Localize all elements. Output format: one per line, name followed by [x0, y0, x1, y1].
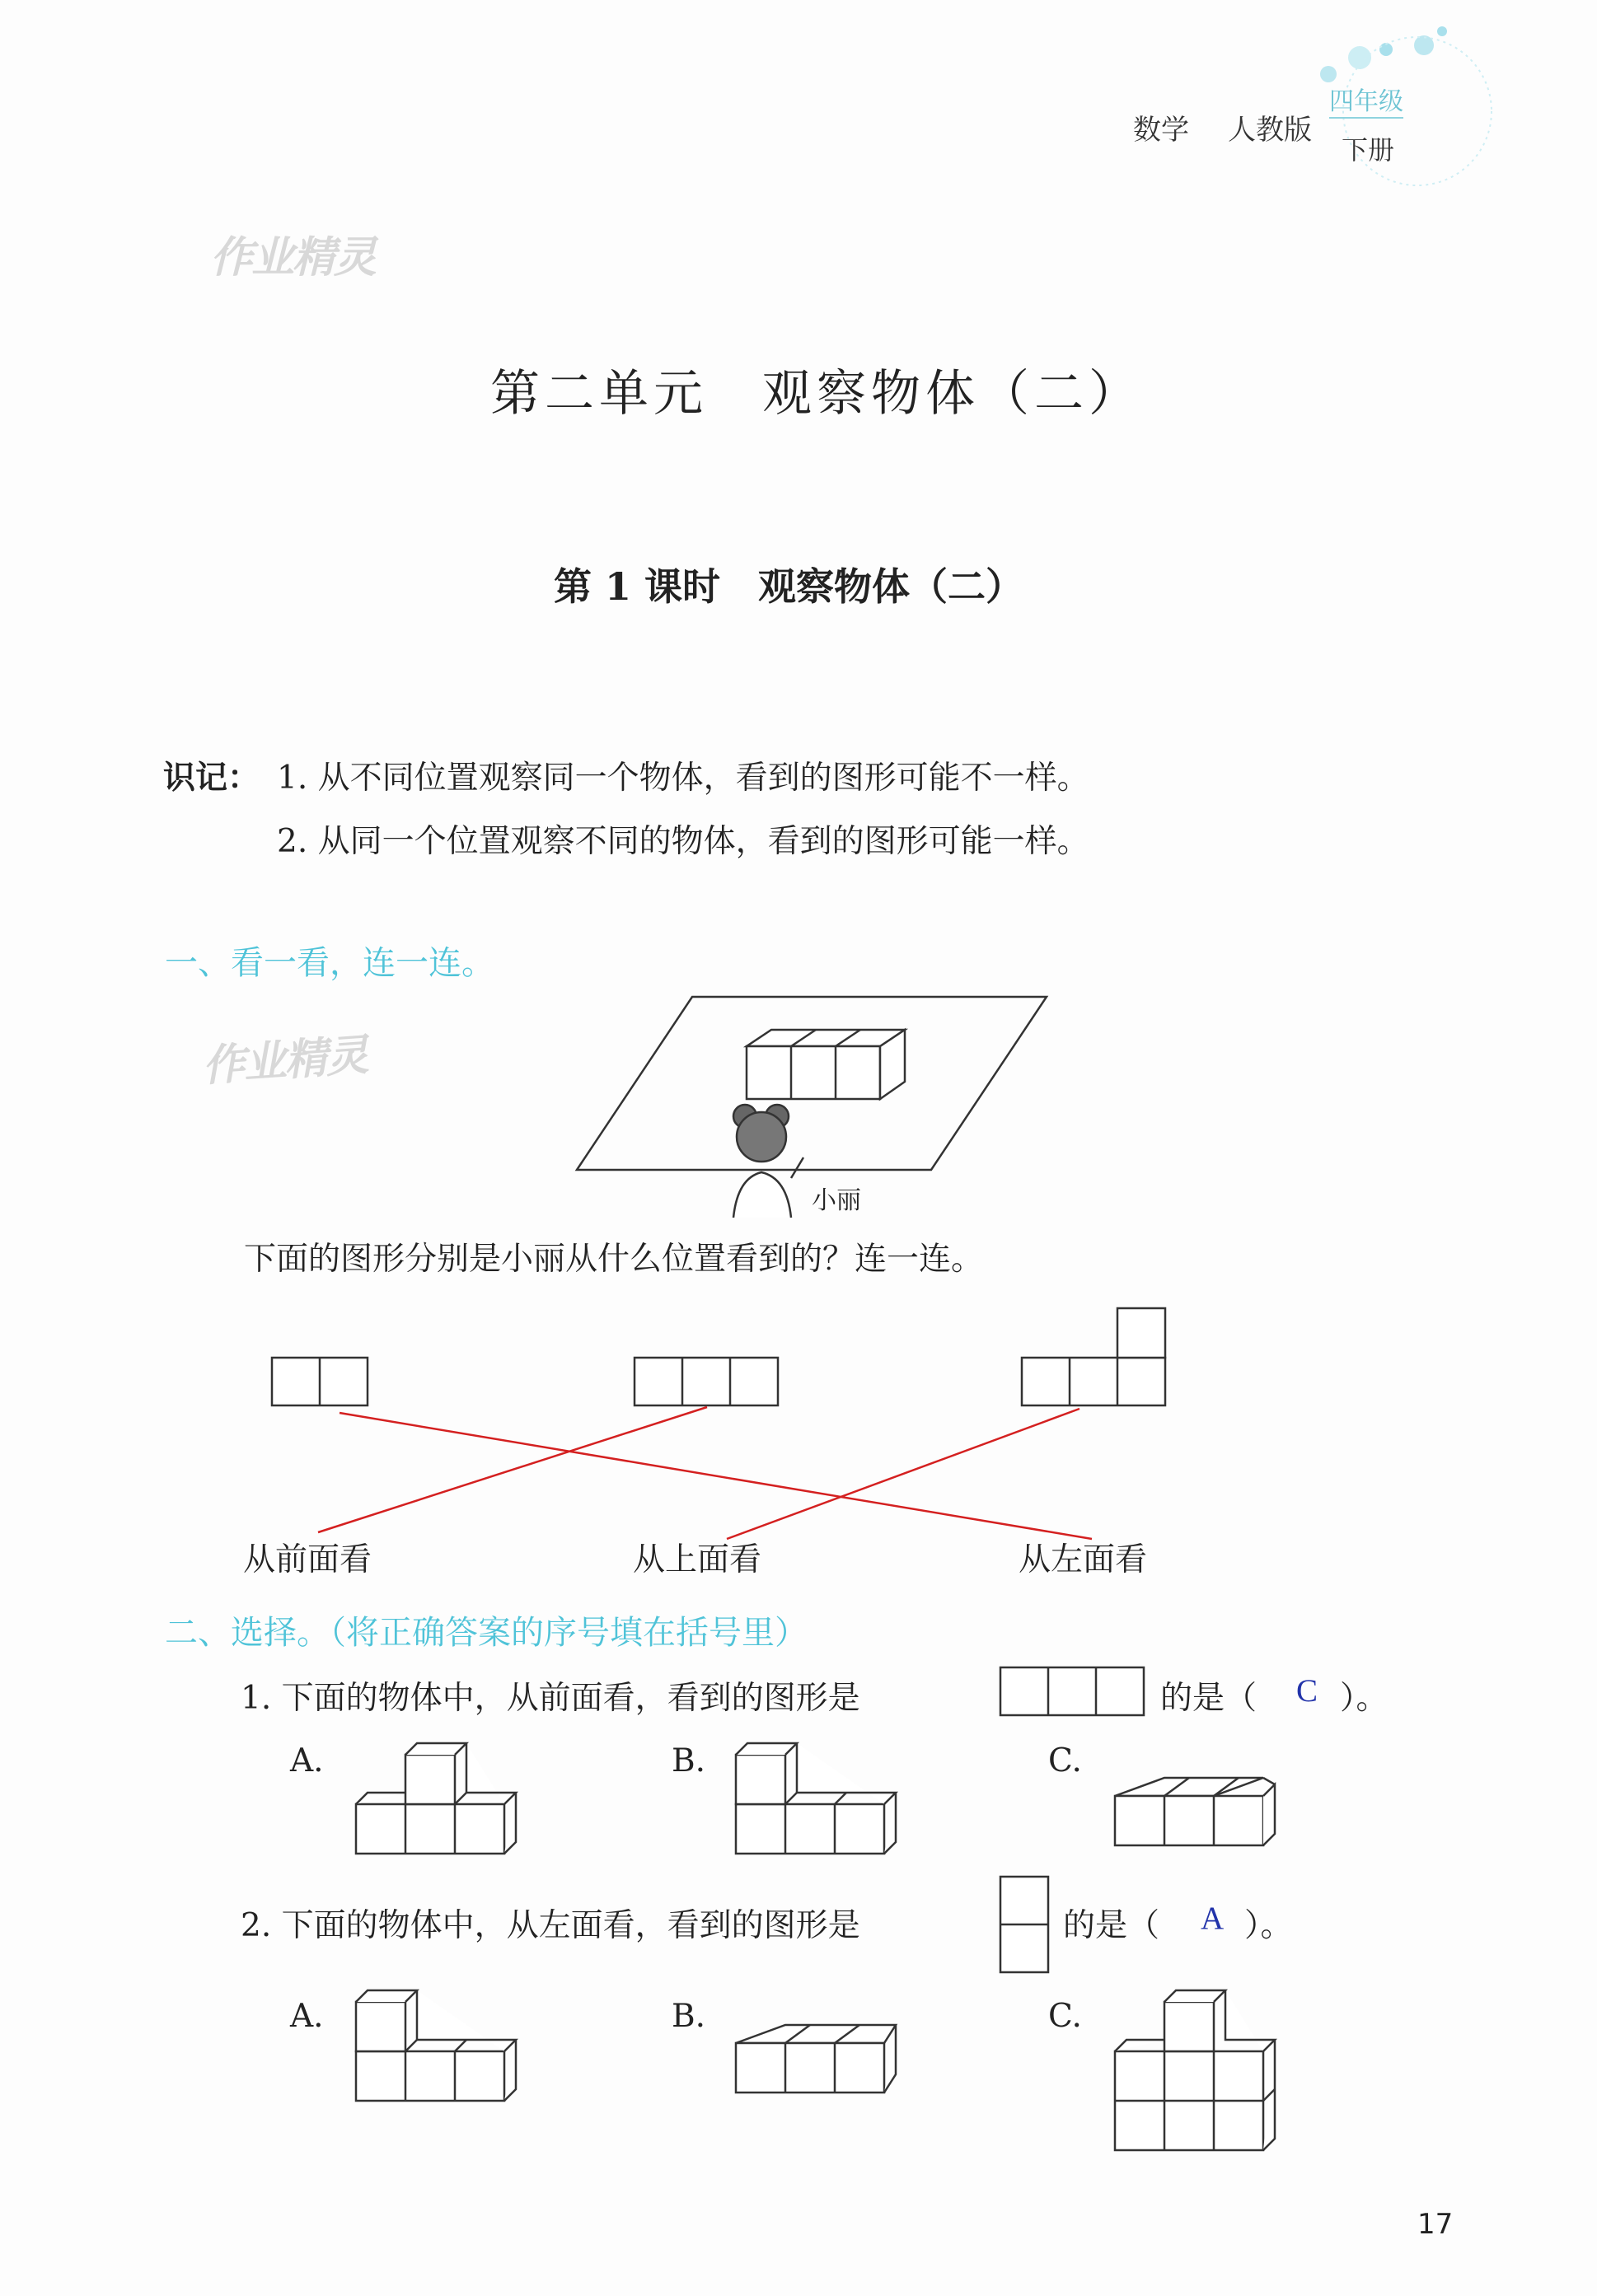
match-line [727, 1409, 1079, 1539]
girl-label: 小丽 [812, 1186, 861, 1215]
question-text: 下面的图形分别是小丽从什么位置看到的？连一连。 [244, 1241, 984, 1278]
q1-cubes [0, 1730, 1597, 1862]
match-line [340, 1413, 1092, 1539]
matching-figure [0, 1293, 1597, 1574]
header-grade: 四年级 [1329, 81, 1403, 119]
watermark: 作业精灵 [200, 1031, 369, 1092]
q2-text: 2. 下面的物体中，从左面看，看到的图形是 [241, 1907, 860, 1944]
page-number: 17 [1417, 2208, 1454, 2241]
match-line [318, 1407, 707, 1532]
q2-cubes [0, 1985, 1597, 2167]
memo-item: 1. 从不同位置观察同一个物体，看到的图形可能不一样。 [277, 760, 1089, 797]
watermark: 作业精灵 [210, 233, 376, 283]
view-label-left: 从左面看 [1019, 1541, 1148, 1578]
view-label-top: 从上面看 [633, 1541, 762, 1578]
option-c: C. [1048, 1998, 1082, 2035]
q2-suffix: 的是（ [1063, 1907, 1160, 1944]
section-heading: 二、选择。（将正确答案的序号填在括号里） [165, 1614, 808, 1652]
option-a: A. [290, 1998, 324, 2035]
memo-item: 2. 从同一个位置观察不同的物体，看到的图形可能一样。 [277, 823, 1089, 860]
option-a: A. [290, 1742, 324, 1779]
memo-label: 识记： [163, 760, 260, 797]
lesson-title: 第 1 课时 观察物体（二） [554, 564, 1024, 609]
section-heading: 一、看一看，连一连。 [165, 944, 494, 982]
q2-answer: A [1201, 1901, 1225, 1936]
option-b: B. [672, 1998, 706, 2035]
q1-text: 1. 下面的物体中，从前面看，看到的图形是 [241, 1680, 860, 1717]
girl-icon [733, 1105, 803, 1218]
option-c: C. [1048, 1742, 1082, 1779]
q1-answer: C [1296, 1673, 1318, 1709]
q1-suffix-end: ）。 [1340, 1680, 1389, 1717]
header-subject: 数学 [1133, 114, 1189, 147]
q2-target-shape [999, 1875, 1051, 1977]
q1-suffix: 的是（ [1160, 1680, 1257, 1717]
header-edition: 人教版 [1228, 114, 1312, 147]
option-b: B. [672, 1742, 706, 1779]
header-volume: 下册 [1342, 134, 1395, 166]
view-label-front: 从前面看 [243, 1541, 372, 1578]
unit-title: 第二单元 观察物体（二） [490, 365, 1143, 423]
q2-suffix-end: ）。 [1244, 1907, 1293, 1944]
q1-target-shape [999, 1666, 1147, 1718]
